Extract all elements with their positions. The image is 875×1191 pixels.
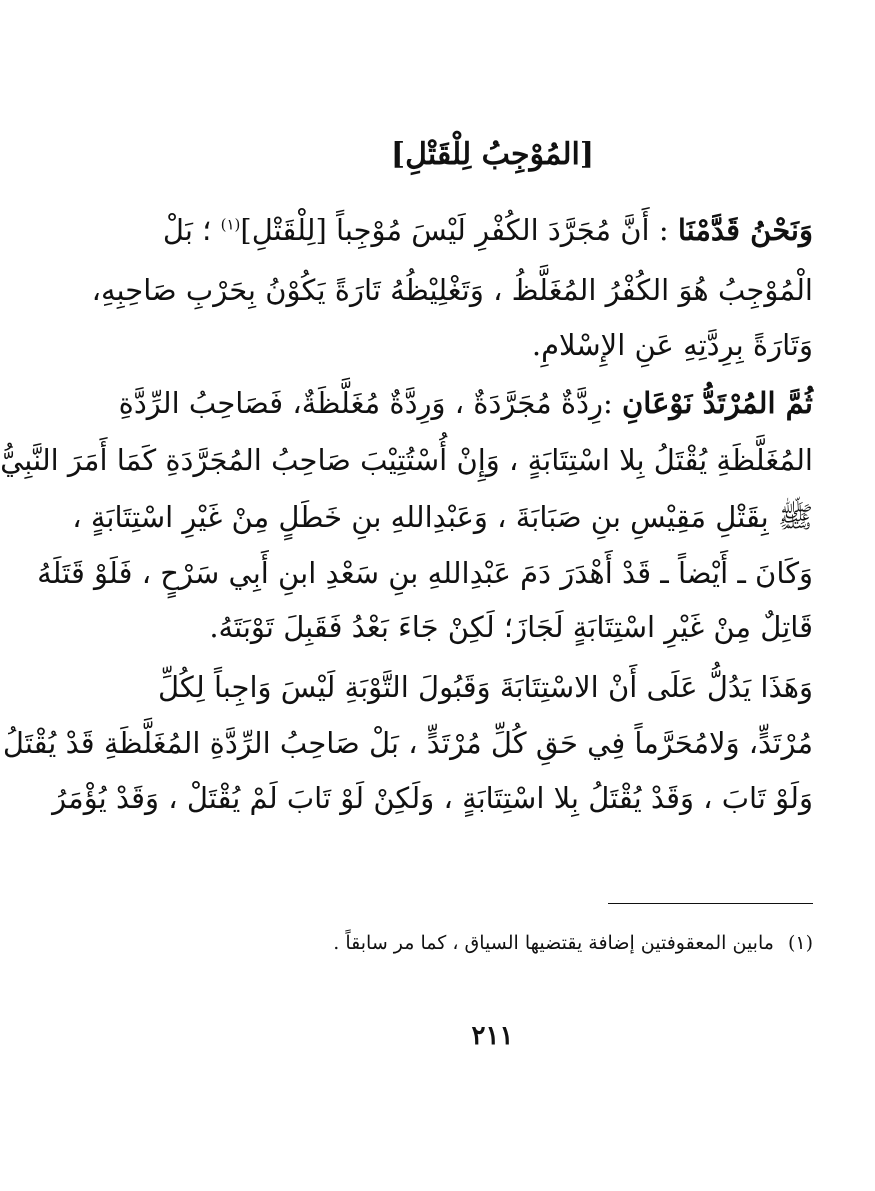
paragraph-1-lead: وَنَحْنُ قَدَّمْنَا xyxy=(677,213,813,247)
paragraph-1-line-3: وَتَارَةً بِرِدَّتِهِ عَنِ الإِسْلامِ. xyxy=(531,328,813,362)
paragraph-2-line-3: ﷺ بِقَتْلِ مَقِيْسِ بنِ صَبَابَةَ ، وَعَبْدِاللهِ بنِ خَطَلٍ مِنْ غَيْرِ اسْتِتَابَةٍ ، xyxy=(72,500,813,534)
footnote-reference[interactable]: (١) xyxy=(220,215,241,234)
footnote xyxy=(166,928,813,958)
paragraph-2-line-1 xyxy=(118,378,813,428)
paragraph-3-line-3: وَلَوْ تَابَ ، وَقَدْ يُقْتَلُ بِلا اسْتِتَابَةٍ ، وَلَكِنْ لَوْ تَابَ لَمْ يُقْتَلْ ، وَقَدْ يُؤْمَرُ xyxy=(52,781,813,815)
footnote-divider xyxy=(608,903,813,904)
footnote-text: مابين المعقوفتين إضافة يقتضيها السياق ، كما مر سابقاً . xyxy=(333,932,774,954)
paragraph-2-line-5: قَاتِلٌ مِنْ غَيْرِ اسْتِتَابَةٍ لَجَازَ؛ لَكِنْ جَاءَ بَعْدُ فَقَبِلَ تَوْبَتَهُ. xyxy=(209,610,813,644)
paragraph-3-line-2: مُرْتَدٍّ، وَلامُحَرَّماً فِي حَقِ كُلِّ مُرْتَدٍّ ، بَلْ صَاحِبُ الرِّدَّةِ المُغَلَّظَةِ قَدْ يُقْتَلُ xyxy=(2,726,813,760)
paragraph-2-line-1-text: :رِدَّةٌ مُجَرَّدَةٌ ، وَرِدَّةٌ مُغَلَّظَةٌ، فَصَاحِبُ الرِّدَّةِ xyxy=(118,386,622,420)
footnote-number: (١) xyxy=(787,932,813,954)
paragraph-1-line-1 xyxy=(162,205,813,255)
paragraph-2-line-2: المُغَلَّظَةِ يُقْتَلُ بِلا اسْتِتَابَةٍ ، وَإِنْ أُسْتُتِيْبَ صَاحِبُ المُجَرَّدَةِ كَمَا أَمَرَ النَّبِيُّ xyxy=(0,443,813,477)
paragraph-2-line-4: وَكَانَ ـ أَيْضاً ـ قَدْ أَهْدَرَ دَمَ عَبْدِاللهِ بنِ سَعْدِ ابنِ أَبِي سَرْحٍ ، فَلَوْ قَتَلَهُ xyxy=(37,556,813,590)
section-heading: [المُوْجِبُ لِلْقَتْلِ] xyxy=(390,137,595,172)
paragraph-1-line-1-tail: ؛ بَلْ xyxy=(162,213,221,247)
paragraph-3-line-1: وَهَذَا يَدُلُّ عَلَى أَنْ الاسْتِتَابَةَ وَقَبُولَ التَّوْبَةِ لَيْسَ وَاجِباً لِكُلِّ xyxy=(157,670,813,704)
page-number: ٢١١ xyxy=(471,1021,514,1051)
paragraph-1-line-2: الْمُوْجِبُ هُوَ الكُفْرُ المُغَلَّظُ ، وَتَغْلِيْظُهُ تَارَةً يَكُوْنُ بِحَرْبِ صَاحِبِهِ، xyxy=(91,273,813,307)
paragraph-1-line-1-text: : أَنَّ مُجَرَّدَ الكُفْرِ لَيْسَ مُوْجِباً [لِلْقَتْلِ] xyxy=(240,213,678,247)
paragraph-2-lead: ثُمَّ المُرْتَدُّ نَوْعَانِ xyxy=(621,386,813,420)
